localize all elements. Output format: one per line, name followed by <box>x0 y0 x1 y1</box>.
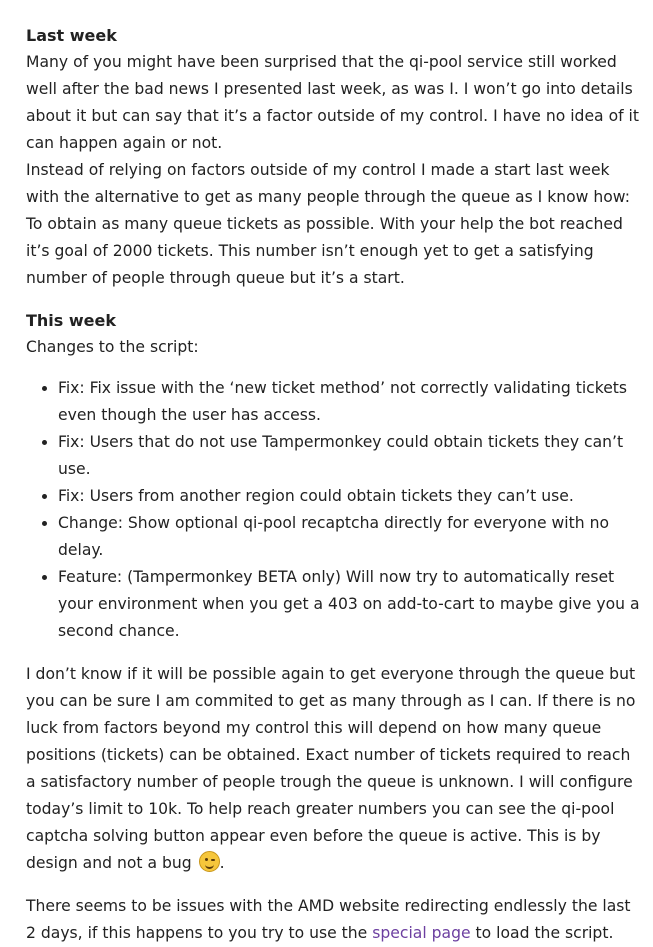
closing-paragraph-1-end: . <box>219 854 225 872</box>
this-week-section <box>26 307 641 645</box>
last-week-paragraph-1: Many of you might have been surprised that the qi-pool service still worked well after the bad news I presented last week, as was I. I won’t go into details about it but can say that it’s a factor outside of my control. I have no idea of it can happen again or not. <box>26 53 639 152</box>
winking-face-icon <box>199 851 220 872</box>
last-week-section <box>26 22 641 292</box>
closing-paragraph-1-text: I don’t know if it will be possible again to get everyone through the queue but you can be sure I am commited to get as many through as I can. If there is no luck from factors beyond my control this will depend on how many queue positions (tickets) can be obtained. Exact number of tickets required to reach a satisfactory number of people trough the queue is unknown. I will configure today’s limit to 10k. To help reach greater numbers you can see the qi-pool captcha solving button appear even before the queue is active. This is by design and not a bug <box>26 665 636 872</box>
list-item: • Fix: Fix issue with the ‘new ticket method’ not correctly validating tickets even though the user has access. <box>58 375 641 429</box>
list-item: • Change: Show optional qi-pool recaptcha directly for everyone with no delay. <box>58 510 641 564</box>
list-item: • Feature: (Tampermonkey BETA only) Will now try to automatically reset your environment when you get a 403 on add-to-cart to maybe give you a second chance. <box>58 564 641 645</box>
closing-paragraph-2-before: There seems to be issues with the AMD website redirecting endlessly the last 2 days, if this happens to you try to use the <box>26 897 631 942</box>
last-week-heading: Last week <box>26 26 117 45</box>
list-item: • Fix: Users from another region could obtain tickets they can’t use. <box>58 483 641 510</box>
closing-paragraph-2-after: to load the script. <box>475 924 614 942</box>
this-week-heading: This week <box>26 311 117 330</box>
list-item: • Fix: Users that do not use Tampermonkey could obtain tickets they can’t use. <box>58 429 641 483</box>
changes-list <box>26 375 641 645</box>
closing-paragraph-2 <box>26 893 641 947</box>
closing-paragraph-1 <box>26 661 641 877</box>
last-week-paragraph-2: Instead of relying on factors outside of my control I made a start last week with the alternative to get as many people through the queue as I know how: To obtain as many queue tickets as possible. With your help the bot reached it’s goal of 2000 tickets. This number isn’t enough yet to get a satisfying number of people through queue but it’s a start. <box>26 161 630 287</box>
special-page-link[interactable]: special page <box>372 924 471 942</box>
closing-section <box>26 661 641 947</box>
changes-intro: Changes to the script: <box>26 338 199 356</box>
